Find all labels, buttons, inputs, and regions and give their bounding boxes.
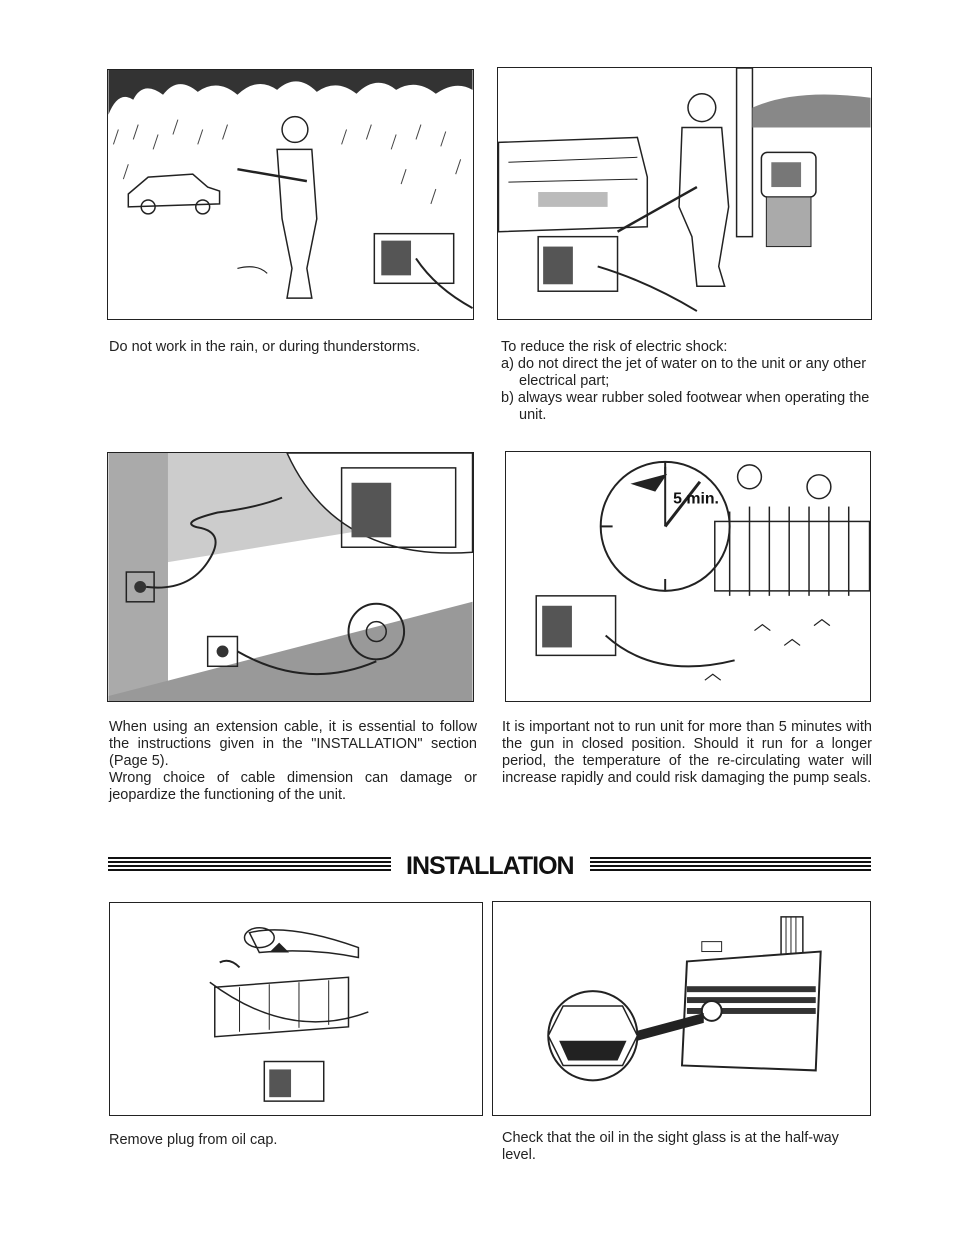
shock-caption — [501, 339, 876, 424]
rain-caption — [109, 339, 479, 356]
rain-scene-icon — [108, 70, 473, 319]
installation-heading: INSTALLATION — [406, 852, 574, 880]
clock-label: 5 min. — [673, 490, 719, 508]
rain-text: Do not work in the rain, or during thunderstorms. — [109, 339, 421, 355]
extension-text-2: Wrong choice of cable dimension can damage or jeopardize the functioning of the unit. — [109, 770, 477, 803]
heading-rule-left — [108, 857, 391, 873]
five-minute-caption — [502, 719, 872, 787]
shock-item-a: a) do not direct the jet of water on to the unit or any other electrical part; — [501, 356, 867, 389]
extension-caption — [109, 719, 477, 804]
shock-item-b: b) always wear rubber soled footwear when operating the unit. — [501, 390, 870, 423]
five-minute-scene-icon — [506, 452, 870, 701]
oil-cap-caption — [109, 1132, 479, 1149]
extension-cable-illustration — [107, 452, 474, 702]
sight-glass-illustration — [492, 901, 871, 1116]
extension-cable-scene-icon — [108, 453, 473, 701]
oil-cap-text: Remove plug from oil cap. — [109, 1132, 278, 1148]
five-minute-illustration — [505, 451, 871, 702]
oil-cap-scene-icon — [110, 903, 482, 1115]
sight-glass-text: Check that the oil in the sight glass is at the half-way level. — [502, 1130, 839, 1163]
sight-glass-scene-icon — [493, 902, 870, 1115]
shock-illustration — [497, 67, 872, 320]
shock-intro-text: To reduce the risk of electric shock: — [501, 339, 728, 355]
oil-cap-illustration — [109, 902, 483, 1116]
extension-text-1: When using an extension cable, it is essential to follow the instructions given in the "INSTALLATION" section (Page 5). — [109, 719, 477, 769]
sight-glass-caption — [502, 1130, 874, 1164]
heading-rule-right — [590, 857, 871, 873]
car-wash-scene-icon — [498, 68, 871, 319]
rain-illustration — [107, 69, 474, 320]
five-minute-text: It is important not to run unit for more than 5 minutes with the gun in closed position. Should it run for a longer period, the temperature of the re-circulating water will increase rapidly and could risk damaging the pump seals. — [502, 719, 872, 786]
